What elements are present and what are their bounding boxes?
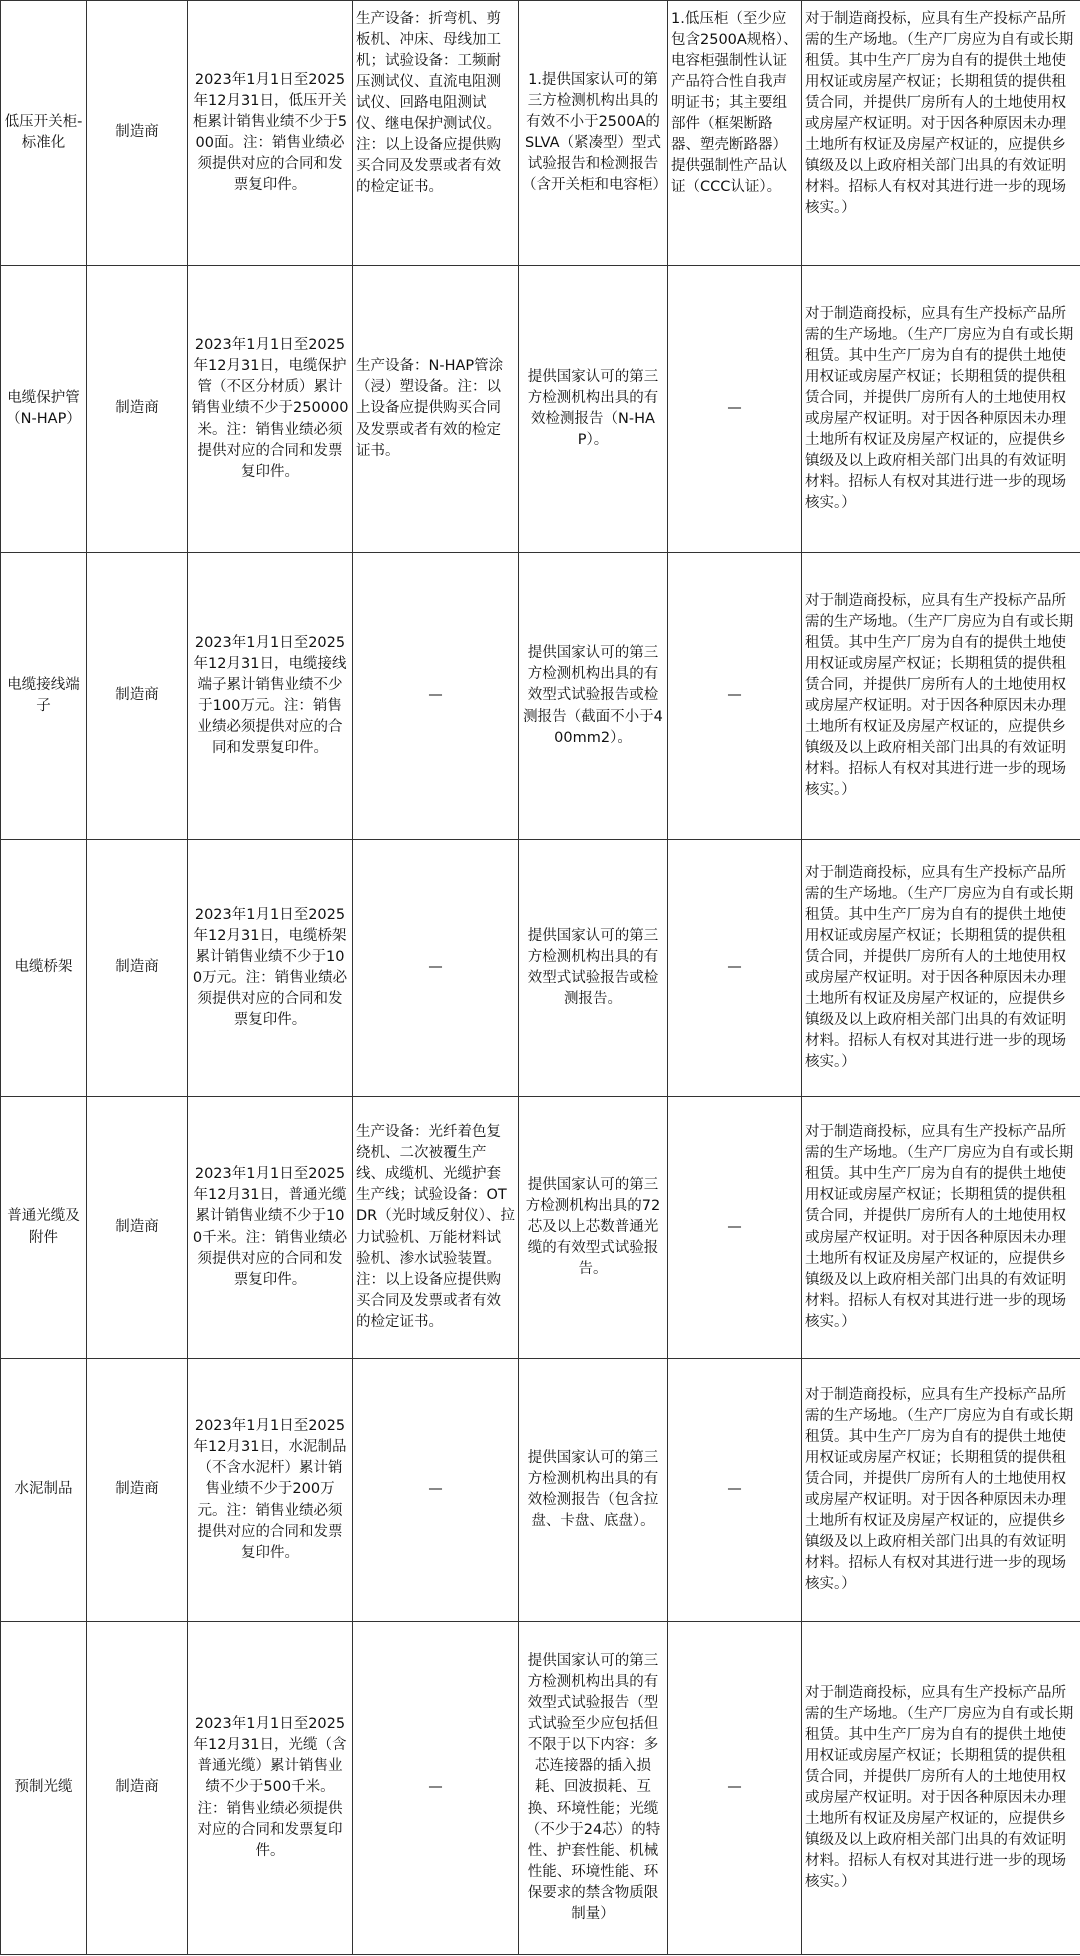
table-row (1, 266, 1080, 553)
equipment-requirement-cell: — (353, 1359, 519, 1622)
table-row (1, 1, 1080, 266)
sales-performance-cell: 2023年1月1日至2025年12月31日，低压开关柜累计销售业绩不少于500面。注：销售业绩必须提供对应的合同和发票复印件。 (188, 1, 353, 266)
product-name-cell: 普通光缆及附件 (1, 1097, 87, 1359)
certification-cell: 1.低压柜（至少应包含2500A规格）、电容柜强制性认证产品符合性自我声明证书；其主要组部件（框架断路器、塑壳断路器）提供强制性产品认证（CCC认证）。 (668, 1, 802, 266)
certification-cell: — (668, 1359, 802, 1622)
table-row (1, 1622, 1080, 1955)
equipment-requirement-cell: 生产设备：折弯机、剪板机、冲床、母线加工机；试验设备：工频耐压测试仪、直流电阻测试仪、回路电阻测试仪、继电保护测试仪。注：以上设备应提供购买合同及发票或者有效的检定证书。 (353, 1, 519, 266)
equipment-requirement-cell: — (353, 840, 519, 1097)
product-name-cell: 电缆接线端子 (1, 553, 87, 840)
test-report-cell: 提供国家认可的第三方检测机构出具的有效型式试验报告或检测报告。 (519, 840, 668, 1097)
product-name-cell: 预制光缆 (1, 1622, 87, 1955)
production-site-cell: 对于制造商投标，应具有生产投标产品所需的生产场地。（生产厂房应为自有或长期租赁。其中生产厂房为自有的提供土地使用权证或房屋产权证；长期租赁的提供租赁合同，并提供厂房所有人的土地使用权或房屋产权证明。对于因各种原因未办理土地所有权证及房屋产权证的，应提供乡镇级及以上政府相关部门出具的有效证明材料。招标人有权对其进行进一步的现场核实。） (802, 1097, 1080, 1359)
table-row (1, 553, 1080, 840)
certification-cell: — (668, 1622, 802, 1955)
equipment-requirement-cell: — (353, 553, 519, 840)
test-report-cell: 提供国家认可的第三方检测机构出具的有效型式试验报告（型式试验至少应包括但不限于以下内容：多芯连接器的插入损耗、回波损耗、互换、环境性能；光缆（不少于24芯）的特性、护套性能、机械性能、环境性能、环保要求的禁含物质限制量） (519, 1622, 668, 1955)
bidder-type-cell: 制造商 (87, 553, 188, 840)
sales-performance-cell: 2023年1月1日至2025年12月31日，普通光缆累计销售业绩不少于100千米。注：销售业绩必须提供对应的合同和发票复印件。 (188, 1097, 353, 1359)
test-report-cell: 1.提供国家认可的第三方检测机构出具的有效不小于2500A的SLVA（紧凑型）型式试验报告和检测报告（含开关柜和电容柜） (519, 1, 668, 266)
bidder-type-cell: 制造商 (87, 1097, 188, 1359)
table-row (1, 1359, 1080, 1622)
equipment-requirement-cell: 生产设备：N-HAP管涂（浸）塑设备。注：以上设备应提供购买合同及发票或者有效的检定证书。 (353, 266, 519, 553)
sales-performance-cell: 2023年1月1日至2025年12月31日，电缆接线端子累计销售业绩不少于100万元。注：销售业绩必须提供对应的合同和发票复印件。 (188, 553, 353, 840)
product-name-cell: 水泥制品 (1, 1359, 87, 1622)
bidder-type-cell: 制造商 (87, 1359, 188, 1622)
test-report-cell: 提供国家认可的第三方检测机构出具的有效检测报告（N-HAP）。 (519, 266, 668, 553)
certification-cell: — (668, 266, 802, 553)
equipment-requirement-cell: 生产设备：光纤着色复绕机、二次被覆生产线、成缆机、光缆护套生产线；试验设备：OTDR（光时域反射仪）、拉力试验机、万能材料试验机、渗水试验装置。注：以上设备应提供购买合同及发票或者有效的检定证书。 (353, 1097, 519, 1359)
sales-performance-cell: 2023年1月1日至2025年12月31日，光缆（含普通光缆）累计销售业绩不少于500千米。注：销售业绩必须提供对应的合同和发票复印件。 (188, 1622, 353, 1955)
production-site-cell: 对于制造商投标，应具有生产投标产品所需的生产场地。（生产厂房应为自有或长期租赁。其中生产厂房为自有的提供土地使用权证或房屋产权证；长期租赁的提供租赁合同，并提供厂房所有人的土地使用权或房屋产权证明。对于因各种原因未办理土地所有权证及房屋产权证的，应提供乡镇级及以上政府相关部门出具的有效证明材料。招标人有权对其进行进一步的现场核实。） (802, 266, 1080, 553)
bidder-type-cell: 制造商 (87, 1, 188, 266)
production-site-cell: 对于制造商投标，应具有生产投标产品所需的生产场地。（生产厂房应为自有或长期租赁。其中生产厂房为自有的提供土地使用权证或房屋产权证；长期租赁的提供租赁合同，并提供厂房所有人的土地使用权或房屋产权证明。对于因各种原因未办理土地所有权证及房屋产权证的，应提供乡镇级及以上政府相关部门出具的有效证明材料。招标人有权对其进行进一步的现场核实。） (802, 553, 1080, 840)
product-name-cell: 低压开关柜-标准化 (1, 1, 87, 266)
certification-cell: — (668, 553, 802, 840)
bidder-type-cell: 制造商 (87, 840, 188, 1097)
certification-cell: — (668, 1097, 802, 1359)
table-row (1, 840, 1080, 1097)
production-site-cell: 对于制造商投标，应具有生产投标产品所需的生产场地。（生产厂房应为自有或长期租赁。其中生产厂房为自有的提供土地使用权证或房屋产权证；长期租赁的提供租赁合同，并提供厂房所有人的土地使用权或房屋产权证明。对于因各种原因未办理土地所有权证及房屋产权证的，应提供乡镇级及以上政府相关部门出具的有效证明材料。招标人有权对其进行进一步的现场核实。） (802, 1, 1080, 266)
test-report-cell: 提供国家认可的第三方检测机构出具的有效型式试验报告或检测报告（截面不小于400mm2）。 (519, 553, 668, 840)
equipment-requirement-cell: — (353, 1622, 519, 1955)
production-site-cell: 对于制造商投标，应具有生产投标产品所需的生产场地。（生产厂房应为自有或长期租赁。其中生产厂房为自有的提供土地使用权证或房屋产权证；长期租赁的提供租赁合同，并提供厂房所有人的土地使用权或房屋产权证明。对于因各种原因未办理土地所有权证及房屋产权证的，应提供乡镇级及以上政府相关部门出具的有效证明材料。招标人有权对其进行进一步的现场核实。） (802, 1359, 1080, 1622)
production-site-cell: 对于制造商投标，应具有生产投标产品所需的生产场地。（生产厂房应为自有或长期租赁。其中生产厂房为自有的提供土地使用权证或房屋产权证；长期租赁的提供租赁合同，并提供厂房所有人的土地使用权或房屋产权证明。对于因各种原因未办理土地所有权证及房屋产权证的，应提供乡镇级及以上政府相关部门出具的有效证明材料。招标人有权对其进行进一步的现场核实。） (802, 840, 1080, 1097)
certification-cell: — (668, 840, 802, 1097)
table-row (1, 1097, 1080, 1359)
sales-performance-cell: 2023年1月1日至2025年12月31日，电缆保护管（不区分材质）累计销售业绩不少于250000米。注：销售业绩必须提供对应的合同和发票复印件。 (188, 266, 353, 553)
bidder-type-cell: 制造商 (87, 266, 188, 553)
sales-performance-cell: 2023年1月1日至2025年12月31日，水泥制品（不含水泥杆）累计销售业绩不少于200万元。注：销售业绩必须提供对应的合同和发票复印件。 (188, 1359, 353, 1622)
test-report-cell: 提供国家认可的第三方检测机构出具的有效检测报告（包含拉盘、卡盘、底盘）。 (519, 1359, 668, 1622)
product-name-cell: 电缆桥架 (1, 840, 87, 1097)
bidder-type-cell: 制造商 (87, 1622, 188, 1955)
production-site-cell: 对于制造商投标，应具有生产投标产品所需的生产场地。（生产厂房应为自有或长期租赁。其中生产厂房为自有的提供土地使用权证或房屋产权证；长期租赁的提供租赁合同，并提供厂房所有人的土地使用权或房屋产权证明。对于因各种原因未办理土地所有权证及房屋产权证的，应提供乡镇级及以上政府相关部门出具的有效证明材料。招标人有权对其进行进一步的现场核实。） (802, 1622, 1080, 1955)
sales-performance-cell: 2023年1月1日至2025年12月31日，电缆桥架累计销售业绩不少于100万元。注：销售业绩必须提供对应的合同和发票复印件。 (188, 840, 353, 1097)
test-report-cell: 提供国家认可的第三方检测机构出具的72芯及以上芯数普通光缆的有效型式试验报告。 (519, 1097, 668, 1359)
product-name-cell: 电缆保护管（N-HAP） (1, 266, 87, 553)
